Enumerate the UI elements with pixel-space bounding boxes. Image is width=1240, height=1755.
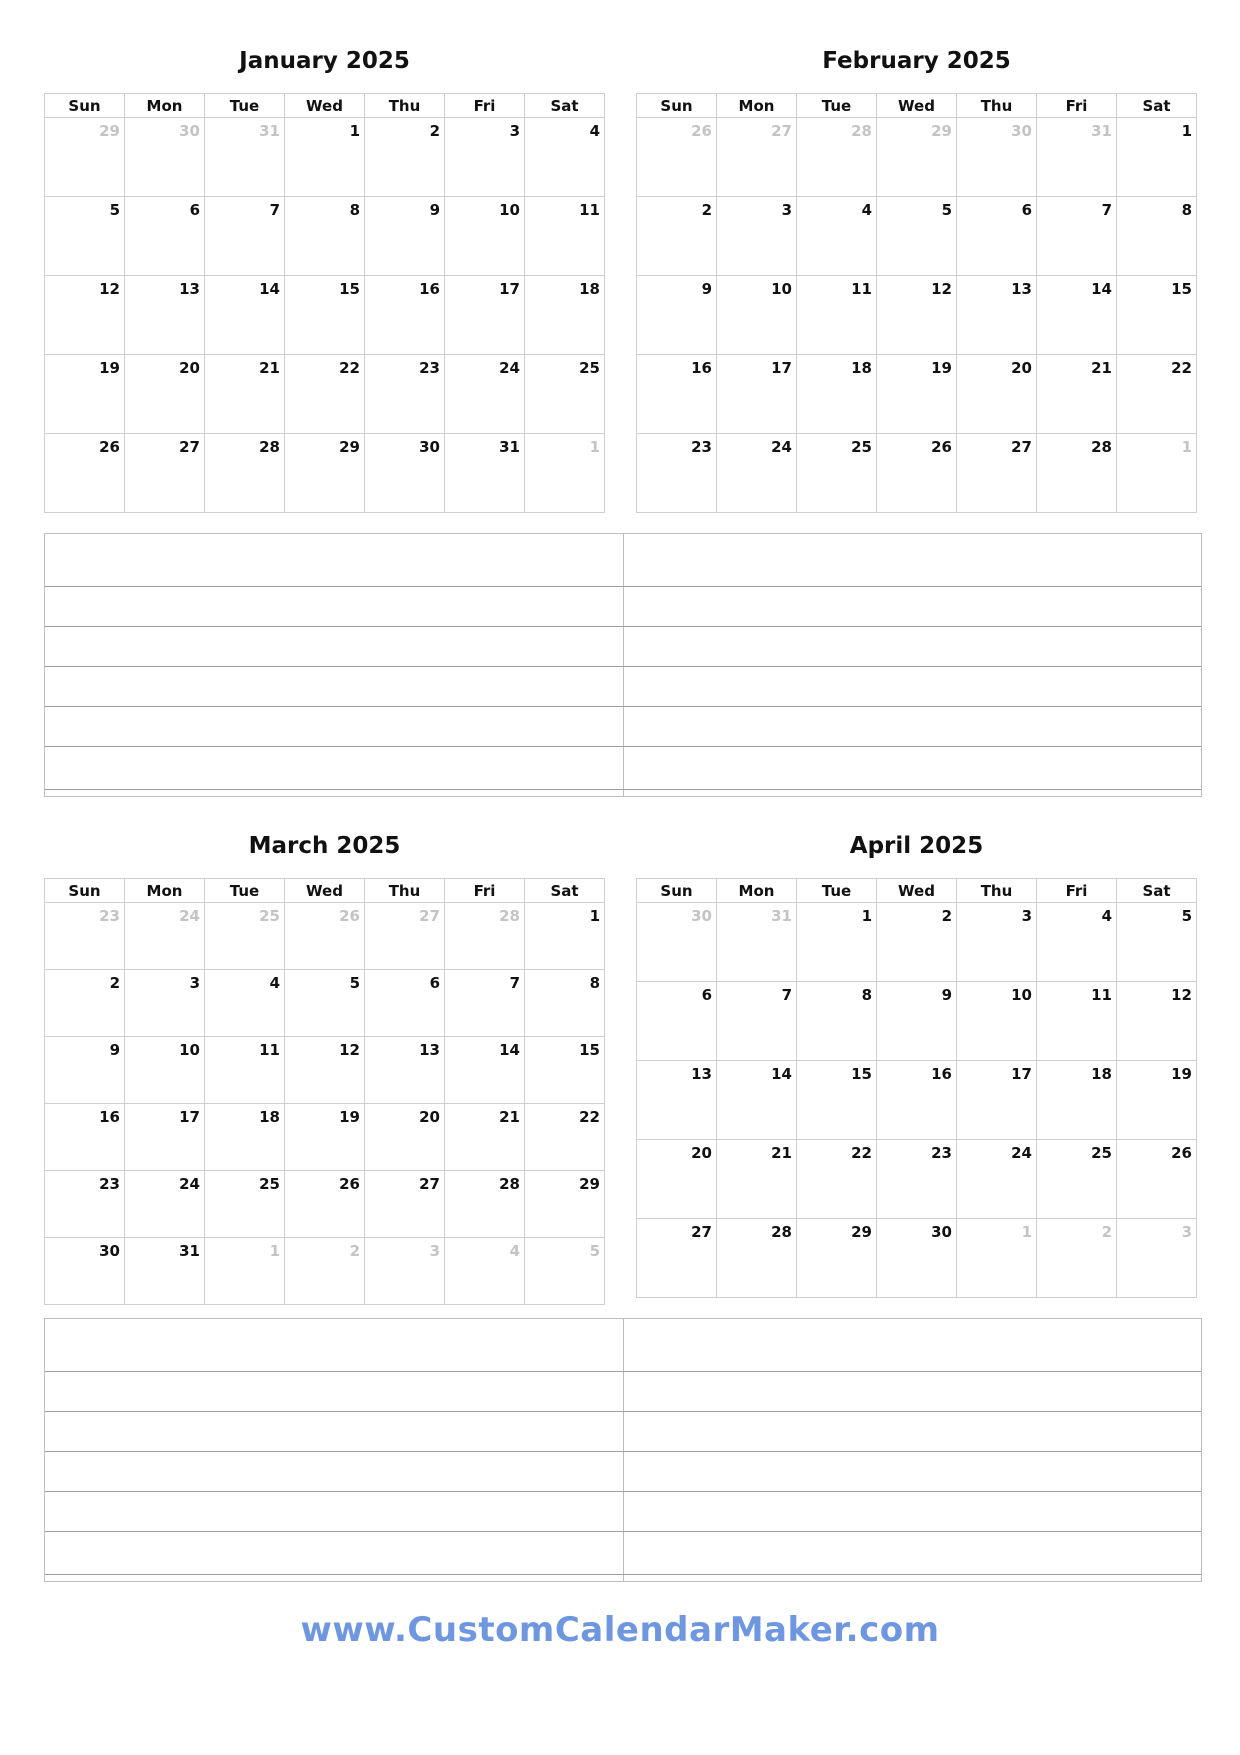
day-cell[interactable]: 28	[205, 434, 285, 513]
day-cell[interactable]: 22	[1117, 355, 1197, 434]
weekday-label: Mon	[717, 879, 797, 903]
day-cell-adjacent-month[interactable]: 28	[797, 118, 877, 197]
day-cell[interactable]: 7	[717, 982, 797, 1061]
week-row	[45, 1171, 605, 1238]
day-cell[interactable]: 19	[285, 1104, 365, 1171]
day-cell[interactable]: 6	[637, 982, 717, 1061]
day-cell[interactable]: 14	[205, 276, 285, 355]
day-cell[interactable]: 23	[45, 1171, 125, 1238]
day-cell[interactable]: 12	[285, 1037, 365, 1104]
day-cell[interactable]: 26	[285, 1171, 365, 1238]
day-cell[interactable]: 26	[877, 434, 957, 513]
day-cell[interactable]: 6	[957, 197, 1037, 276]
day-cell[interactable]: 12	[877, 276, 957, 355]
notes-line	[45, 1411, 1201, 1412]
day-cell-adjacent-month[interactable]: 4	[445, 1238, 525, 1305]
notes-area-bottom	[44, 1318, 1202, 1582]
weekday-label: Tue	[797, 879, 877, 903]
notes-line	[45, 1531, 1201, 1532]
day-cell[interactable]: 1	[797, 903, 877, 982]
weekday-label: Thu	[365, 94, 445, 118]
day-cell[interactable]: 5	[285, 970, 365, 1037]
weekday-label: Mon	[125, 879, 205, 903]
day-cell[interactable]: 7	[205, 197, 285, 276]
day-cell[interactable]: 3	[445, 118, 525, 197]
weekday-label: Sat	[525, 879, 605, 903]
day-cell[interactable]: 19	[877, 355, 957, 434]
day-cell[interactable]: 10	[717, 276, 797, 355]
day-cell[interactable]: 4	[797, 197, 877, 276]
day-cell-adjacent-month[interactable]: 28	[445, 903, 525, 970]
notes-line	[45, 1491, 1201, 1492]
day-cell[interactable]: 20	[125, 355, 205, 434]
day-cell[interactable]: 10	[445, 197, 525, 276]
website-url-link[interactable]: www.CustomCalendarMaker.com	[300, 1610, 940, 1650]
weekday-header-row	[637, 879, 1197, 903]
day-cell[interactable]: 17	[445, 276, 525, 355]
day-cell[interactable]: 4	[525, 118, 605, 197]
day-cell[interactable]: 2	[637, 197, 717, 276]
month-title: March 2025	[248, 833, 401, 859]
day-cell-adjacent-month[interactable]: 31	[205, 118, 285, 197]
day-cell[interactable]: 4	[1037, 903, 1117, 982]
day-cell[interactable]: 24	[717, 434, 797, 513]
day-cell[interactable]: 9	[637, 276, 717, 355]
day-cell-adjacent-month[interactable]: 26	[285, 903, 365, 970]
day-cell[interactable]: 14	[1037, 276, 1117, 355]
day-cell[interactable]: 17	[717, 355, 797, 434]
notes-line	[45, 586, 1201, 587]
day-cell[interactable]: 5	[877, 197, 957, 276]
notes-line	[45, 746, 1201, 747]
notes-line	[45, 1574, 1201, 1575]
day-cell[interactable]: 18	[1037, 1061, 1117, 1140]
day-cell[interactable]: 31	[445, 434, 525, 513]
day-cell-adjacent-month[interactable]: 25	[205, 903, 285, 970]
notes-line	[45, 1371, 1201, 1372]
weekday-label: Tue	[205, 94, 285, 118]
weekday-label: Wed	[285, 879, 365, 903]
week-row	[637, 903, 1197, 982]
day-cell[interactable]: 4	[205, 970, 285, 1037]
week-row	[637, 1219, 1197, 1298]
day-cell[interactable]: 16	[365, 276, 445, 355]
day-cell-adjacent-month[interactable]: 27	[365, 903, 445, 970]
day-cell[interactable]: 27	[125, 434, 205, 513]
day-cell[interactable]: 25	[525, 355, 605, 434]
day-cell[interactable]: 14	[717, 1061, 797, 1140]
day-cell[interactable]: 30	[45, 1238, 125, 1305]
day-cell[interactable]: 7	[445, 970, 525, 1037]
week-row	[45, 1238, 605, 1305]
calendar-grid	[44, 878, 605, 1305]
month-title: January 2025	[239, 48, 410, 74]
day-cell[interactable]: 17	[125, 1104, 205, 1171]
day-cell[interactable]: 29	[525, 1171, 605, 1238]
day-cell[interactable]: 8	[285, 197, 365, 276]
weekday-label: Thu	[957, 94, 1037, 118]
week-row	[45, 434, 605, 513]
day-cell-adjacent-month[interactable]: 23	[45, 903, 125, 970]
day-cell[interactable]: 18	[525, 276, 605, 355]
day-cell[interactable]: 8	[525, 970, 605, 1037]
day-cell[interactable]: 30	[365, 434, 445, 513]
day-cell[interactable]: 10	[125, 1037, 205, 1104]
day-cell-adjacent-month[interactable]: 30	[125, 118, 205, 197]
day-cell[interactable]: 1	[1117, 118, 1197, 197]
notes-line	[45, 789, 1201, 790]
day-cell-adjacent-month[interactable]: 3	[365, 1238, 445, 1305]
day-cell[interactable]: 5	[45, 197, 125, 276]
day-cell[interactable]: 15	[797, 1061, 877, 1140]
day-cell-adjacent-month[interactable]: 27	[717, 118, 797, 197]
day-cell[interactable]: 31	[125, 1238, 205, 1305]
day-cell[interactable]: 18	[205, 1104, 285, 1171]
calendar-grid	[636, 878, 1197, 1298]
day-cell[interactable]: 24	[445, 355, 525, 434]
day-cell[interactable]: 25	[797, 434, 877, 513]
weekday-header-row	[637, 94, 1197, 118]
day-cell-adjacent-month[interactable]: 5	[525, 1238, 605, 1305]
day-cell[interactable]: 8	[1117, 197, 1197, 276]
day-cell[interactable]: 23	[877, 1140, 957, 1219]
week-row	[45, 903, 605, 970]
week-row	[637, 355, 1197, 434]
day-cell-adjacent-month[interactable]: 30	[637, 903, 717, 982]
week-row	[637, 276, 1197, 355]
day-cell[interactable]: 27	[365, 1171, 445, 1238]
day-cell[interactable]: 13	[365, 1037, 445, 1104]
week-row	[637, 1140, 1197, 1219]
calendar-grid	[636, 93, 1197, 513]
day-cell-adjacent-month[interactable]: 30	[957, 118, 1037, 197]
day-cell[interactable]: 25	[1037, 1140, 1117, 1219]
weekday-label: Thu	[365, 879, 445, 903]
day-cell[interactable]: 15	[1117, 276, 1197, 355]
day-cell-adjacent-month[interactable]: 31	[1037, 118, 1117, 197]
week-row	[637, 434, 1197, 513]
day-cell[interactable]: 21	[205, 355, 285, 434]
week-row	[637, 982, 1197, 1061]
week-row	[637, 118, 1197, 197]
day-cell[interactable]: 27	[637, 1219, 717, 1298]
day-cell[interactable]: 9	[877, 982, 957, 1061]
week-row	[45, 1104, 605, 1171]
weekday-label: Fri	[1037, 879, 1117, 903]
week-row	[45, 276, 605, 355]
day-cell[interactable]: 28	[1037, 434, 1117, 513]
day-cell[interactable]: 14	[445, 1037, 525, 1104]
day-cell[interactable]: 15	[285, 276, 365, 355]
notes-column-divider	[623, 1319, 624, 1581]
day-cell[interactable]: 23	[637, 434, 717, 513]
weekday-label: Sat	[1117, 879, 1197, 903]
day-cell[interactable]: 23	[365, 355, 445, 434]
day-cell-adjacent-month[interactable]: 29	[45, 118, 125, 197]
notes-line	[45, 706, 1201, 707]
week-row	[45, 118, 605, 197]
day-cell[interactable]: 16	[637, 355, 717, 434]
calendar-grid	[44, 93, 605, 513]
day-cell[interactable]: 28	[717, 1219, 797, 1298]
weekday-label: Thu	[957, 879, 1037, 903]
day-cell[interactable]: 1	[285, 118, 365, 197]
day-cell[interactable]: 9	[45, 1037, 125, 1104]
day-cell[interactable]: 3	[717, 197, 797, 276]
day-cell[interactable]: 2	[877, 903, 957, 982]
day-cell[interactable]: 21	[1037, 355, 1117, 434]
weekday-label: Wed	[877, 94, 957, 118]
week-row	[637, 1061, 1197, 1140]
weekday-label: Mon	[125, 94, 205, 118]
notes-area-top	[44, 533, 1202, 797]
week-row	[45, 970, 605, 1037]
weekday-label: Mon	[717, 94, 797, 118]
day-cell[interactable]: 19	[45, 355, 125, 434]
day-cell[interactable]: 10	[957, 982, 1037, 1061]
notes-line	[45, 666, 1201, 667]
day-cell[interactable]: 3	[957, 903, 1037, 982]
weekday-header-row	[45, 94, 605, 118]
weekday-label: Sat	[1117, 94, 1197, 118]
day-cell[interactable]: 20	[957, 355, 1037, 434]
day-cell[interactable]: 22	[797, 1140, 877, 1219]
day-cell[interactable]: 11	[797, 276, 877, 355]
day-cell[interactable]: 12	[45, 276, 125, 355]
day-cell[interactable]: 20	[365, 1104, 445, 1171]
day-cell[interactable]: 21	[445, 1104, 525, 1171]
weekday-label: Fri	[445, 94, 525, 118]
day-cell[interactable]: 16	[45, 1104, 125, 1171]
week-row	[45, 355, 605, 434]
weekday-label: Sun	[637, 879, 717, 903]
day-cell[interactable]: 13	[125, 276, 205, 355]
weekday-label: Wed	[285, 94, 365, 118]
day-cell[interactable]: 18	[797, 355, 877, 434]
day-cell[interactable]: 27	[957, 434, 1037, 513]
weekday-label: Fri	[1037, 94, 1117, 118]
week-row	[637, 197, 1197, 276]
day-cell[interactable]: 3	[125, 970, 205, 1037]
weekday-label: Sun	[45, 94, 125, 118]
day-cell-adjacent-month[interactable]: 1	[205, 1238, 285, 1305]
day-cell-adjacent-month[interactable]: 29	[877, 118, 957, 197]
weekday-header-row	[45, 879, 605, 903]
weekday-label: Sat	[525, 94, 605, 118]
day-cell[interactable]: 1	[525, 903, 605, 970]
day-cell[interactable]: 22	[525, 1104, 605, 1171]
day-cell[interactable]: 26	[45, 434, 125, 513]
day-cell[interactable]: 24	[125, 1171, 205, 1238]
day-cell[interactable]: 20	[637, 1140, 717, 1219]
day-cell[interactable]: 5	[1117, 903, 1197, 982]
day-cell[interactable]: 19	[1117, 1061, 1197, 1140]
day-cell[interactable]: 26	[1117, 1140, 1197, 1219]
day-cell[interactable]: 25	[205, 1171, 285, 1238]
day-cell-adjacent-month[interactable]: 24	[125, 903, 205, 970]
notes-line	[45, 626, 1201, 627]
day-cell[interactable]: 11	[205, 1037, 285, 1104]
month-title: April 2025	[849, 833, 984, 859]
week-row	[45, 197, 605, 276]
weekday-label: Fri	[445, 879, 525, 903]
day-cell[interactable]: 30	[877, 1219, 957, 1298]
weekday-label: Wed	[877, 879, 957, 903]
day-cell[interactable]: 15	[525, 1037, 605, 1104]
day-cell[interactable]: 29	[797, 1219, 877, 1298]
day-cell-adjacent-month[interactable]: 3	[1117, 1219, 1197, 1298]
day-cell[interactable]: 9	[365, 197, 445, 276]
week-row	[45, 1037, 605, 1104]
day-cell-adjacent-month[interactable]: 2	[1037, 1219, 1117, 1298]
day-cell[interactable]: 24	[957, 1140, 1037, 1219]
notes-column-divider	[623, 534, 624, 796]
day-cell[interactable]: 6	[365, 970, 445, 1037]
day-cell[interactable]: 21	[717, 1140, 797, 1219]
notes-line	[45, 1451, 1201, 1452]
day-cell[interactable]: 6	[125, 197, 205, 276]
day-cell[interactable]: 11	[525, 197, 605, 276]
day-cell-adjacent-month[interactable]: 1	[1117, 434, 1197, 513]
day-cell[interactable]: 8	[797, 982, 877, 1061]
day-cell[interactable]: 12	[1117, 982, 1197, 1061]
day-cell[interactable]: 7	[1037, 197, 1117, 276]
day-cell-adjacent-month[interactable]: 26	[637, 118, 717, 197]
day-cell-adjacent-month[interactable]: 31	[717, 903, 797, 982]
day-cell[interactable]: 28	[445, 1171, 525, 1238]
day-cell[interactable]: 22	[285, 355, 365, 434]
day-cell[interactable]: 11	[1037, 982, 1117, 1061]
day-cell[interactable]: 29	[285, 434, 365, 513]
day-cell[interactable]: 2	[45, 970, 125, 1037]
day-cell[interactable]: 17	[957, 1061, 1037, 1140]
day-cell[interactable]: 2	[365, 118, 445, 197]
day-cell-adjacent-month[interactable]: 1	[957, 1219, 1037, 1298]
day-cell[interactable]: 13	[957, 276, 1037, 355]
day-cell-adjacent-month[interactable]: 1	[525, 434, 605, 513]
day-cell[interactable]: 16	[877, 1061, 957, 1140]
weekday-label: Sun	[637, 94, 717, 118]
month-title: February 2025	[822, 48, 1011, 74]
day-cell[interactable]: 13	[637, 1061, 717, 1140]
weekday-label: Tue	[205, 879, 285, 903]
weekday-label: Tue	[797, 94, 877, 118]
weekday-label: Sun	[45, 879, 125, 903]
day-cell-adjacent-month[interactable]: 2	[285, 1238, 365, 1305]
